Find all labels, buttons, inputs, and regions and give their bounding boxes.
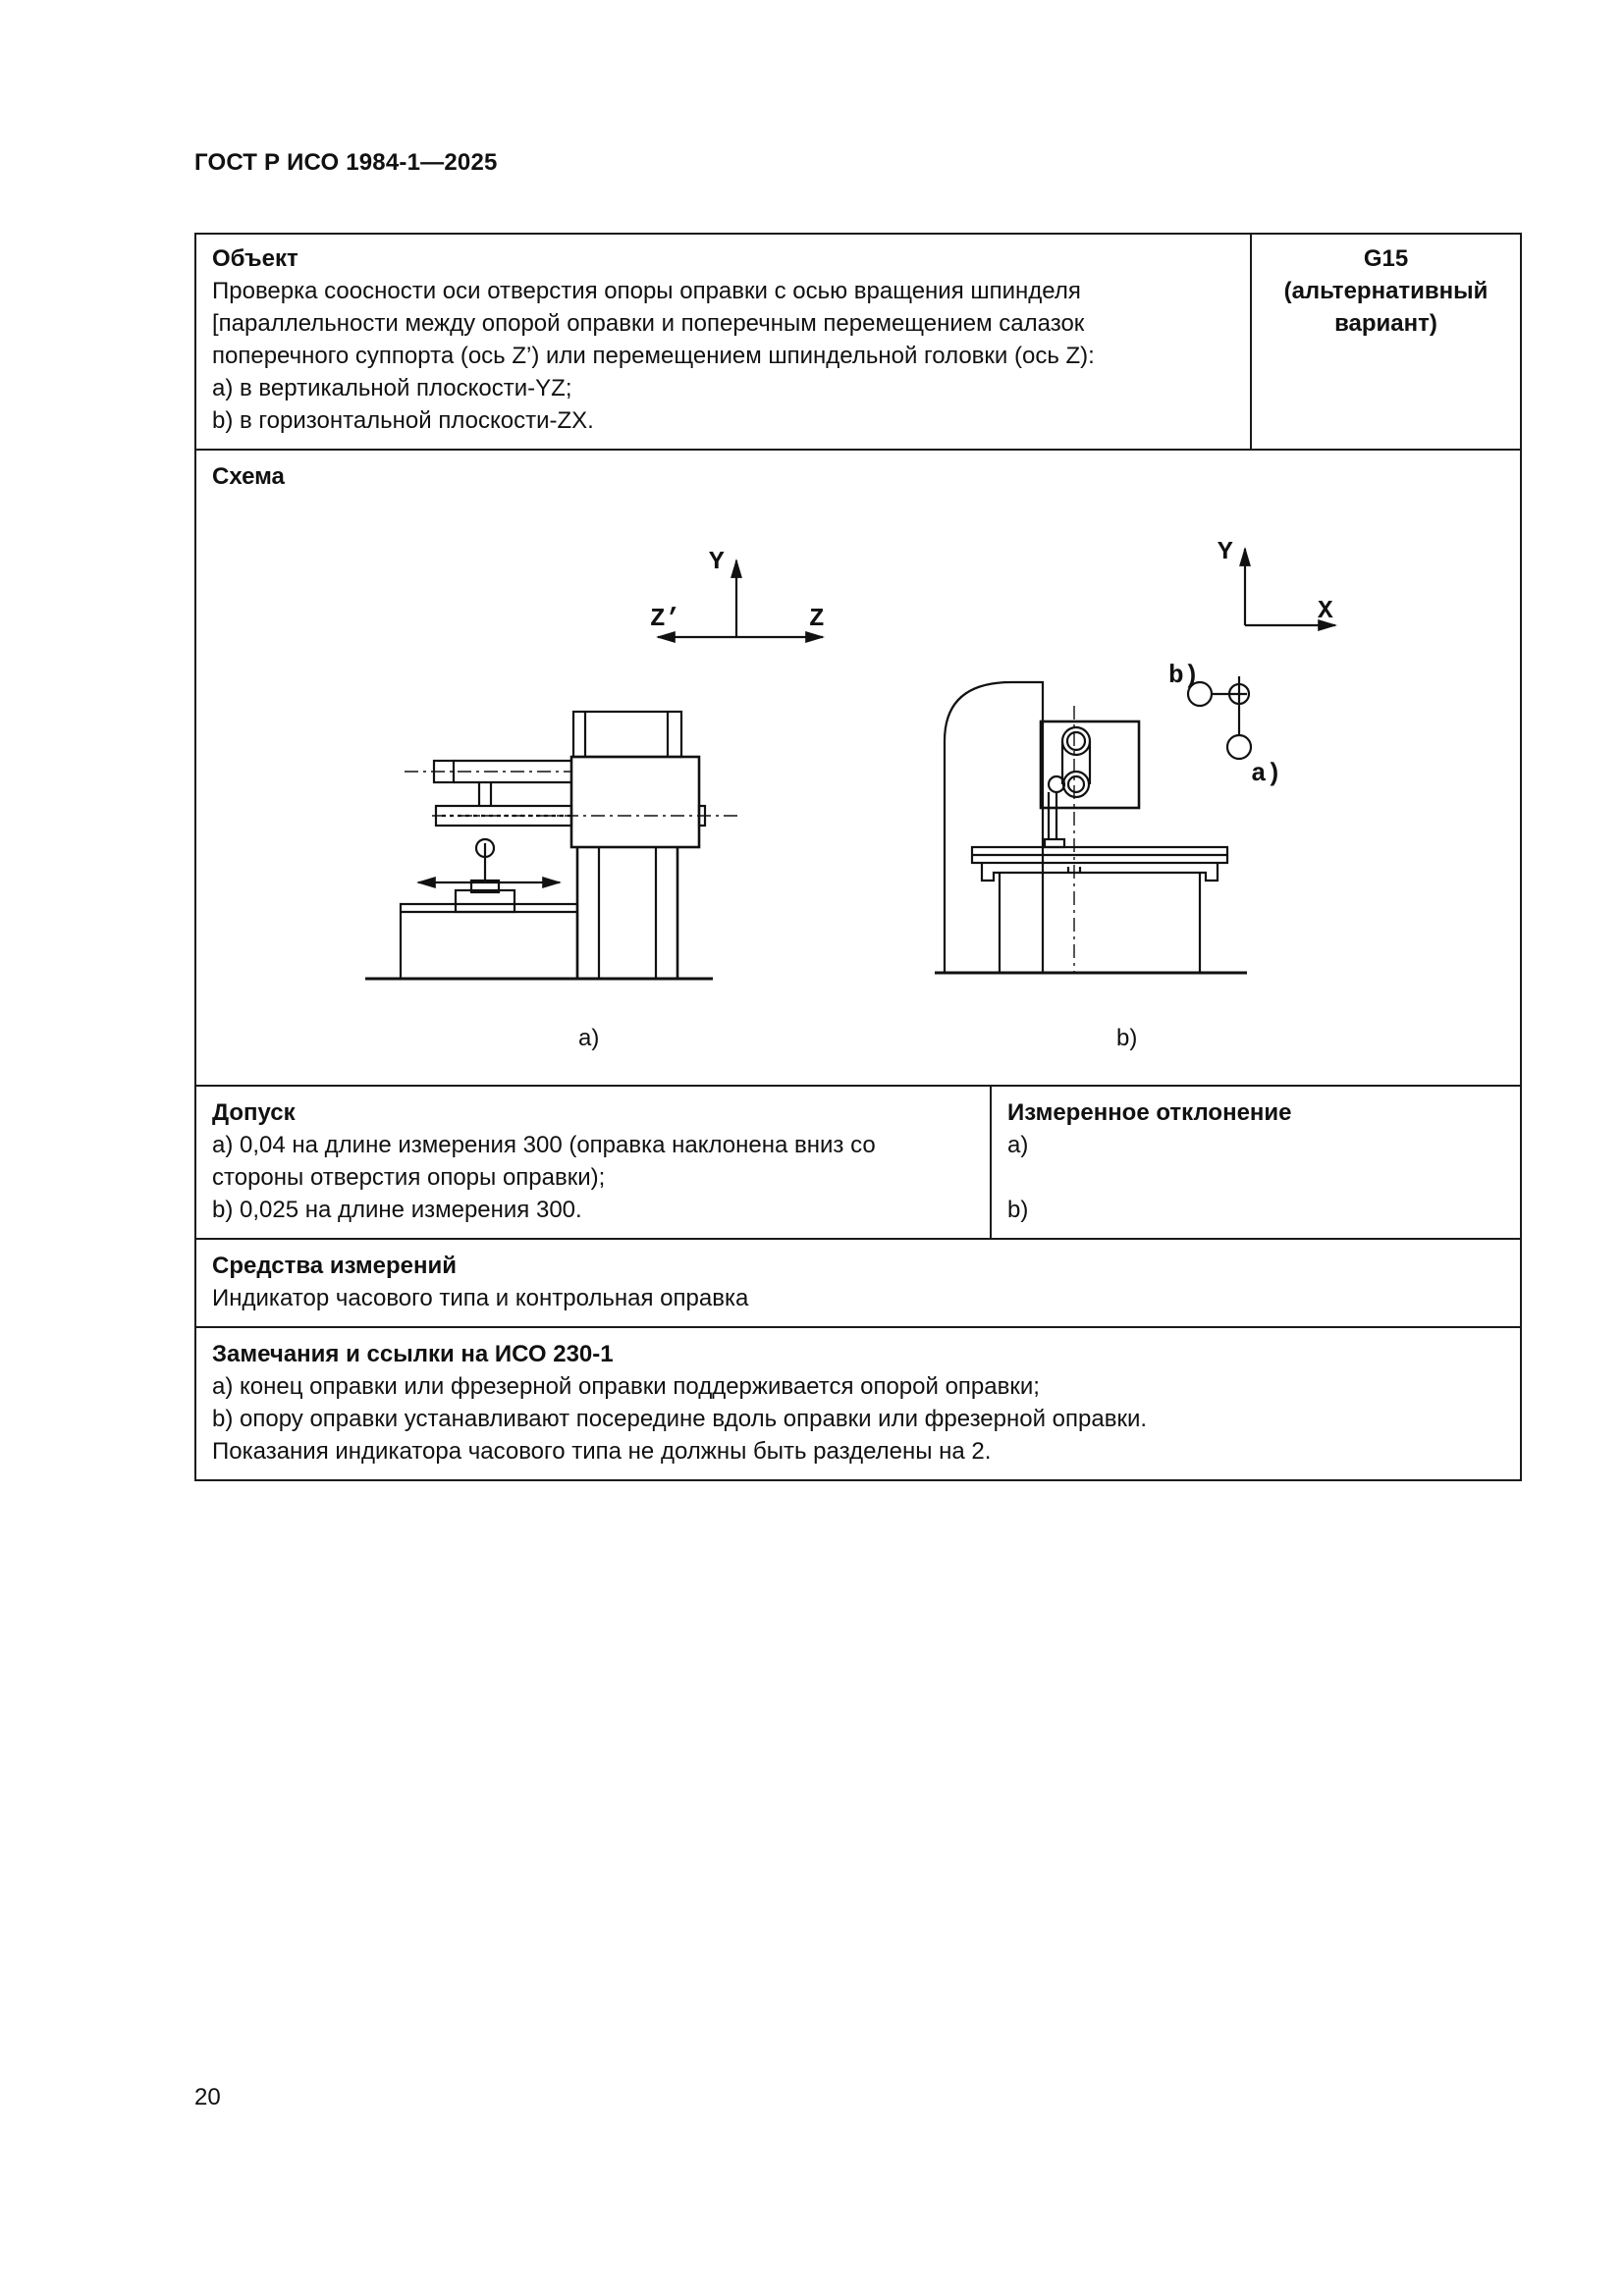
object-cell bbox=[195, 234, 1251, 450]
variant-label: (альтернативный bbox=[1283, 278, 1489, 304]
test-code-cell bbox=[1251, 234, 1521, 450]
notes-line: Показания индикатора часового типа не должны быть разделены на 2. bbox=[212, 1438, 992, 1465]
tolerance-line: а) 0,04 на длине измерения 300 (оправка наклонена вниз со bbox=[212, 1132, 876, 1158]
object-line: поперечного суппорта (ось Z’) или перемещением шпиндельной головки (ось Z): bbox=[212, 343, 1095, 369]
test-code: G15 bbox=[1363, 245, 1409, 272]
page-number: 20 bbox=[194, 2084, 221, 2110]
axis-z-label: Z bbox=[809, 604, 825, 633]
tolerance-line: стороны отверстия опоры оправки); bbox=[212, 1164, 606, 1191]
figure-a-caption: а) bbox=[578, 1025, 600, 1051]
machine-a bbox=[365, 712, 738, 979]
object-line: b) в горизонтальной плоскости-ZX. bbox=[212, 407, 594, 434]
measured-title: Измеренное отклонение bbox=[1007, 1099, 1292, 1126]
machine-b bbox=[935, 682, 1247, 973]
instruments-title: Средства измерений bbox=[212, 1253, 458, 1279]
instruments-text: Индикатор часового типа и контрольная оправка bbox=[212, 1285, 749, 1311]
measured-a: а) bbox=[1007, 1132, 1029, 1158]
variant-label: вариант) bbox=[1334, 310, 1437, 337]
object-line: а) в вертикальной плоскости-YZ; bbox=[212, 375, 572, 401]
object-line: [параллельности между опорой оправки и поперечным перемещением салазок bbox=[212, 310, 1085, 337]
position-b-label: b) bbox=[1168, 661, 1200, 690]
axis-y-label-a: Y bbox=[709, 547, 725, 576]
notes-cell bbox=[195, 1327, 1521, 1480]
scheme-cell bbox=[195, 450, 1521, 1086]
instruments-cell bbox=[195, 1239, 1521, 1327]
notes-line: а) конец оправки или фрезерной оправки поддерживается опорой оправки; bbox=[212, 1373, 1040, 1400]
axis-z-prime-label: Z’ bbox=[650, 604, 681, 633]
position-a-label: a) bbox=[1251, 759, 1282, 788]
inspection-table bbox=[194, 233, 1522, 1481]
scheme-figure bbox=[196, 451, 1522, 1098]
tolerance-title: Допуск bbox=[212, 1099, 296, 1126]
notes-line: b) опору оправки устанавливают посередине вдоль оправки или фрезерной оправки. bbox=[212, 1406, 1148, 1432]
tolerance-line: b) 0,025 на длине измерения 300. bbox=[212, 1197, 582, 1223]
notes-title: Замечания и ссылки на ИСО 230-1 bbox=[212, 1341, 614, 1367]
figure-b-caption: b) bbox=[1116, 1025, 1138, 1051]
measured-b: b) bbox=[1007, 1197, 1029, 1223]
measured-deviation-cell bbox=[991, 1086, 1521, 1239]
scheme-title: Схема bbox=[212, 463, 285, 490]
axis-x-label: X bbox=[1318, 596, 1333, 625]
axis-y-label-b: Y bbox=[1218, 537, 1233, 566]
object-line: Проверка соосности оси отверстия опоры оправки с осью вращения шпинделя bbox=[212, 278, 1081, 304]
tolerance-cell bbox=[195, 1086, 991, 1239]
object-title: Объект bbox=[212, 245, 298, 272]
axes-a bbox=[658, 561, 823, 637]
document-id: ГОСТ Р ИСО 1984-1—2025 bbox=[194, 149, 498, 176]
